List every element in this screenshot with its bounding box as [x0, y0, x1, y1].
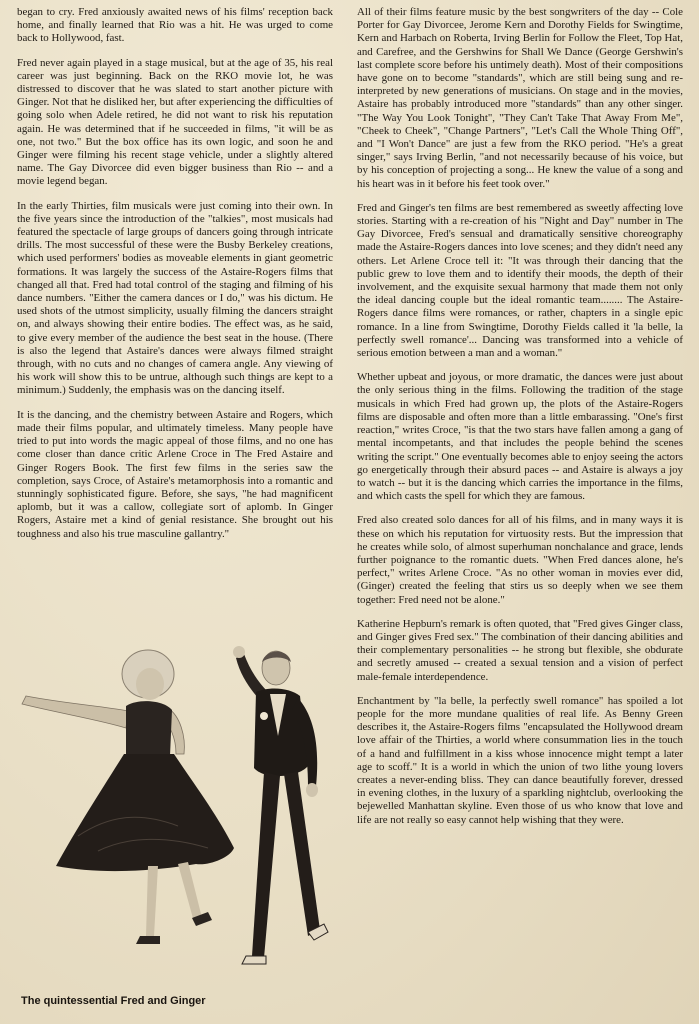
paragraph: began to cry. Fred anxiously awaited news of his films' reception back home, and finally learned that Rio was a hit. He was urged to come back to Hollywood, fast.	[17, 6, 333, 45]
right-text-column	[357, 6, 683, 838]
ginger-leg	[178, 862, 202, 922]
paragraph: It is the dancing, and the chemistry between Astaire and Rogers, which made their films popular, and ultimately timeless. Many people have tried to put into words the magic appeal of those films, and no one has come closer than dance critic Arlene Croce in The Fred Astaire and Ginger Rogers Book. The first few films in the series saw the completion, says Croce, of Astaire's metamorphosis into a romantic and stunningly sophisticated figure. Before, she says, "he had magnificent aplomb, but it was a callow, collegiate sort of aplomb. In Ginger Rogers, Astaire met a kind of genial resistance. She brought out his toughness and also his true masculine gallantry."	[17, 408, 333, 540]
paragraph: Fred never again played in a stage musical, but at the age of 35, his real career was just beginning. Back on the RKO movie lot, he was distressed to discover that he was slated to start another picture with Ginger. Not that he disliked her, but after experiencing the difficulties of going solo when Adele retired, he did not want to risk his reputation again. He was determined that if he succeeded in films, "it will be as one, not two." But the box office has its own logic, and soon he and Ginger were filming his recent stage vehicle, under a slightly altered name. The Gay Divorcee did even bigger business than Rio -- and a movie legend began.	[17, 56, 333, 188]
paragraph: Fred and Ginger's ten films are best remembered as sweetly affecting love stories. Starting with a re-creation of his "Night and Day" number in The Gay Divorcee, Fred's sensual and dramatically sensitive choreography made the Astaire-Rogers dances into love scenes; and they didn't need any others. Let Arlene Croce tell it: "It was through their dancing that the public grew to love them and to identify their moods, the depth of their involvement, and the exquisite sexual harmony that made them not only the ideal dancing couple but the ideal romantic team........ The Astaire-Rogers dance films were romances, or rather, chapters in a single epic romance. In a line from Swingtime, Dorothy Fields called it 'la belle, la perfectly swell romance'... Dancing was transformed into a vehicle of serious emotion between a man and a woman."	[357, 201, 683, 360]
fred-right-hand	[306, 783, 318, 797]
ginger-face	[136, 668, 164, 700]
fred-leg	[252, 772, 280, 958]
left-text-column	[17, 6, 333, 552]
paragraph: Whether upbeat and joyous, or more dramatic, the dances were just about the only serious thing in the films. Following the tradition of the stage musicals in which Fred had grown up, the plots of the Astaire-Rogers films are disposable and often more than a little embarassing. "One's first reaction," writes Croce, "is that the two stars have fallen among a gang of mental incompetants, and that includes the people behind the scenes writing the script." One eventually becomes able to enjoy seeing the actors go energetically through their absurd paces -- and Astaire is always a joy to watch -- but it is the dancing which carries the importance in the films, and which casts the spell for which they are famous.	[357, 371, 683, 503]
fred-leg	[284, 772, 320, 936]
fred-shoe	[242, 956, 266, 964]
dancers-photo	[8, 636, 348, 988]
ginger-leg	[146, 866, 158, 936]
fred-boutonniere	[260, 712, 268, 720]
ginger-skirt	[56, 754, 234, 871]
fred-hand	[233, 646, 245, 658]
ginger-dress-bodice	[126, 701, 172, 760]
photo-caption: The quintessential Fred and Ginger	[21, 995, 206, 1007]
paragraph: Katherine Hepburn's remark is often quoted, that "Fred gives Ginger class, and Ginger gives Fred sex." The combination of their dancing abilities and their complementary personalities -- he strong but flexible, she obdurate and secretly amused -- created a sexual tension and a vision of perfect male-female interdependence.	[357, 617, 683, 683]
paragraph: Enchantment by "la belle, la perfectly swell romance" has spoiled a lot people for the more mundane qualities of real life. As Benny Green describes it, the Astaire-Rogers films "encapsulated the Hollywood dream love affair of the Thirties, a world where consummation lies in the touch of a hand and fulfillment in a kiss whose innocence might tempt a later age to scoff." It is a world in which the union of two lithe young lovers creates a never-ending bliss. They can dance beautifully forever, dressed in evening clothes, in the luxury of a sparkling nightclub, overlooking the bejewelled Manhattan skyline. Even those of us who know that love and life are not really so easy cannot help wishing that they were.	[357, 694, 683, 826]
paragraph: Fred also created solo dances for all of his films, and in many ways it is these on which his reputation for virtuosity rests. But the impression that he creates while solo, of almost superhuman nonchalance and grace, lends further poignance to the romantic duets. "When Fred dances alone, he's perfect," writes Arlene Croce. "As no other woman in movies ever did, (Ginger) created the feeling that stirs us so deeply when we see them together: Fred need not be alone."	[357, 514, 683, 606]
paragraph: In the early Thirties, film musicals were just coming into their own. In the five years since the introduction of the "talkies", most musicals had featured the spectacle of large groups of dancers going through intricate drills. The most successful of these were the Busby Berkeley creations, which used performers' bodies as moveable elements in giant geometric formations. It was largely the success of the Astaire-Rogers films that changed all that. Fred had total control of the staging and filming of his dance numbers. "Either the camera dances or I do," was his dictum. He used shots of the utmost simplicity, usually filming the dancers straight on, and always showing their entire bodies. The effect was, as he said, to give every member of the audience the best seat in the house. (There is also the legend that Astaire's dances were always filmed straight through, with no cuts and no changes of camera angle. Any viewing of his work will show this to be untrue, although such things are kept to a minimum.) Suddenly, the emphasis was on the dancing itself.	[17, 199, 333, 397]
ginger-shoe	[136, 936, 160, 944]
ginger-left-arm	[22, 696, 128, 728]
paragraph: All of their films feature music by the best songwriters of the day -- Cole Porter for Gay Divorcee, Jerome Kern and Dorothy Fields for Swingtime, Kern and Harbach on Roberta, Irving Berlin for Follow the Fleet, Top Hat, and Carefree, and the Gershwins for Shall We Dance (George Gershwin's last complete score before his untimely death). Most of their compositions have gone on to become "standards", which are still being sung and re-interpreted by new generations of musicians. On stage and in the movies, Astaire has probably introduced more "standards" than any other singer. "The Way You Look Tonight", "They Can't Take That Away From Me", "Cheek to Cheek", "Change Partners", "Let's Call the Whole Thing Off", and "I Won't Dance" are just a few from the RKO period. "He's a great singer," says Irving Berlin, "and not necessarily because of his voice, but by his conception of projecting a song... He knew the value of a song and his heart was in it before his feet took over."	[357, 6, 683, 190]
